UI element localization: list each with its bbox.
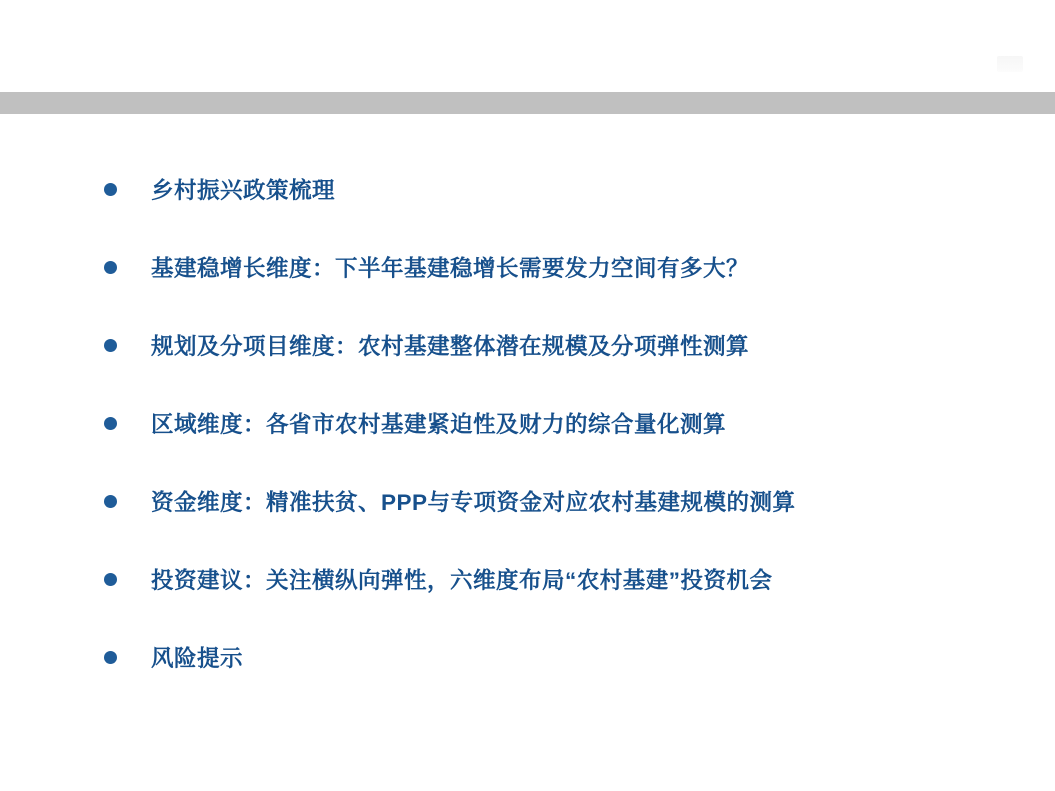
bullet-dot-icon [104, 573, 117, 586]
list-item[interactable] [0, 228, 1055, 306]
list-item[interactable] [0, 306, 1055, 384]
bullet-dot-icon [104, 651, 117, 664]
list-item[interactable] [0, 618, 1055, 696]
corner-watermark [997, 56, 1023, 72]
agenda-list [0, 150, 1055, 696]
list-item[interactable] [0, 462, 1055, 540]
bullet-dot-icon [104, 339, 117, 352]
list-item[interactable] [0, 540, 1055, 618]
list-item-label: 规划及分项目维度：农村基建整体潜在规模及分项弹性测算 [151, 334, 750, 359]
bullet-dot-icon [104, 183, 117, 196]
bullet-dot-icon [104, 417, 117, 430]
list-item[interactable] [0, 384, 1055, 462]
list-item-label: 区域维度：各省市农村基建紧迫性及财力的综合量化测算 [151, 412, 727, 437]
list-item[interactable] [0, 150, 1055, 228]
bullet-dot-icon [104, 495, 117, 508]
list-item-label: 投资建议：关注横纵向弹性，六维度布局“农村基建”投资机会 [151, 568, 773, 593]
list-item-label: 基建稳增长维度：下半年基建稳增长需要发力空间有多大？ [151, 256, 750, 281]
bullet-dot-icon [104, 261, 117, 274]
list-item-label: 资金维度：精准扶贫、PPP与专项资金对应农村基建规模的测算 [151, 490, 796, 515]
header-divider-bar [0, 92, 1055, 114]
list-item-label: 乡村振兴政策梳理 [151, 178, 336, 203]
list-item-label: 风险提示 [151, 646, 244, 671]
